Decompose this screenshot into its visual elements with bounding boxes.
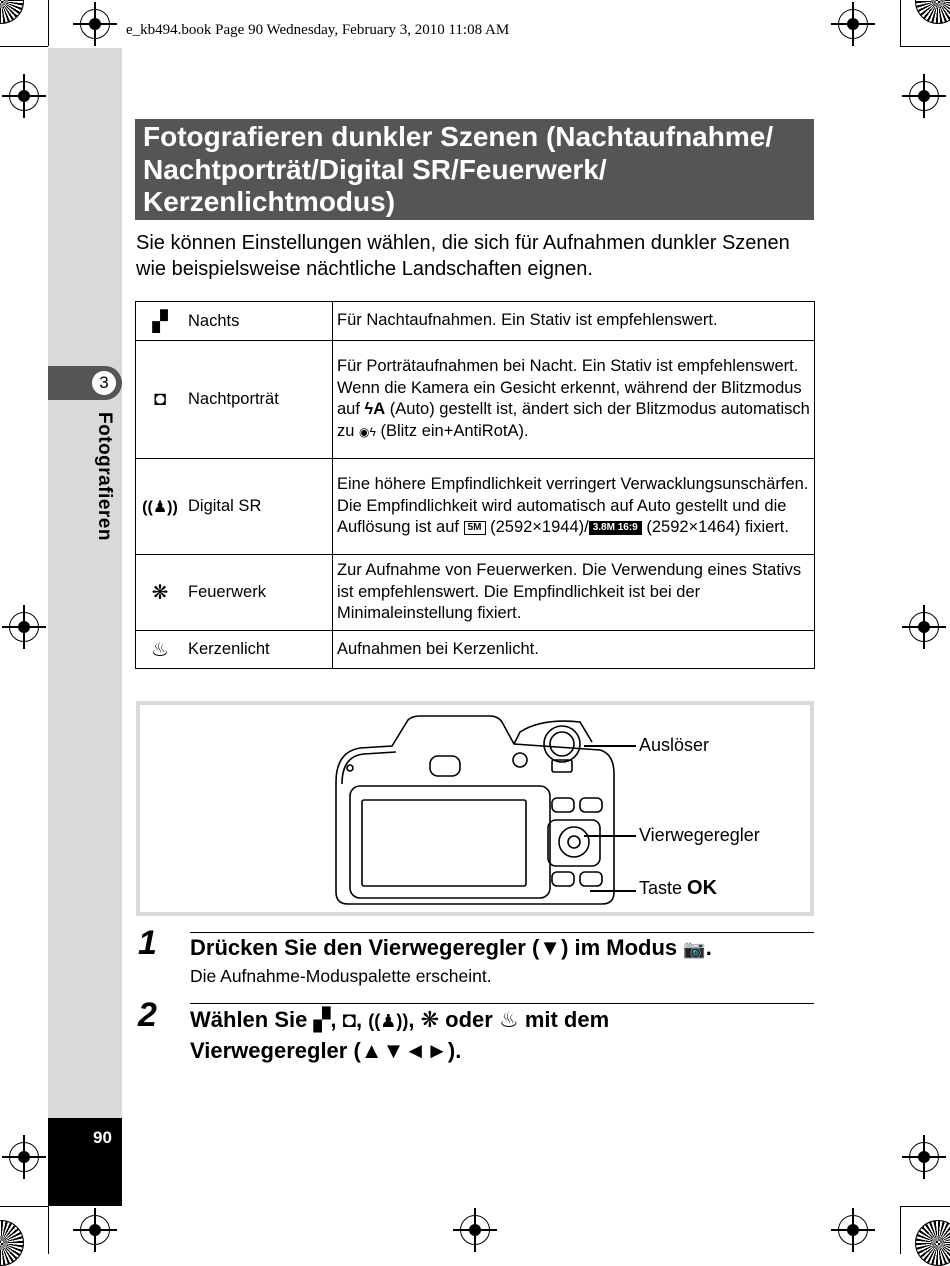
registration-mark-icon xyxy=(909,81,939,111)
step-instruction xyxy=(190,933,712,964)
registration-mark-icon xyxy=(909,612,939,642)
step-text: oder xyxy=(445,1007,493,1032)
chapter-number: 3 xyxy=(91,370,117,396)
star-target-icon xyxy=(915,1220,950,1266)
mode-description: Aufnahmen bei Kerzenlicht. xyxy=(333,631,815,669)
step-instruction xyxy=(190,1005,609,1065)
crop-mark xyxy=(900,46,950,47)
table-row xyxy=(136,302,815,341)
night-portrait-icon: ◘ xyxy=(342,1007,356,1032)
step-text: , xyxy=(355,1007,363,1032)
crop-mark xyxy=(900,1206,901,1254)
flash-auto-icon: ϟA xyxy=(364,400,386,418)
step-number: 2 xyxy=(138,996,157,1034)
callout-ok-button xyxy=(639,877,717,900)
registration-mark-icon xyxy=(460,1215,490,1245)
star-target-icon xyxy=(915,0,950,24)
registration-mark-icon xyxy=(838,1215,868,1245)
crop-mark xyxy=(48,1206,49,1254)
registration-mark-icon xyxy=(9,81,39,111)
registration-mark-icon xyxy=(9,1142,39,1172)
callout-four-way-controller: Vierwegeregler xyxy=(639,825,760,845)
mode-name: Digital SR xyxy=(188,497,262,515)
desc-text: Für Porträtaufnahmen bei Nacht. Ein Stativ ist empfehlenswert. xyxy=(337,357,799,375)
intro-text: Sie können Einstellungen wählen, die sich für Aufnahmen dunkler Szenen wie beispielsweise nächtliche Landschaften eignen. xyxy=(136,232,790,280)
desc-text: (2592×1464) fixiert. xyxy=(646,518,789,537)
camera-back-illustration xyxy=(330,712,620,908)
step-result: Die Aufnahme-Moduspalette erscheint. xyxy=(190,966,492,986)
fireworks-icon: ❋ xyxy=(420,1007,440,1032)
step-text: , xyxy=(408,1007,415,1032)
star-target-icon xyxy=(0,1220,24,1266)
candlelight-icon: ♨ xyxy=(498,1007,519,1032)
print-header: e_kb494.book Page 90 Wednesday, February 3, 2010 11:08 AM xyxy=(126,22,510,38)
mode-description xyxy=(333,341,815,459)
crop-mark xyxy=(0,1206,48,1207)
crop-mark xyxy=(900,0,901,46)
page-title: Fotografieren dunkler Szenen (Nachtaufnahme/ Nachtporträt/Digital SR/Feuerwerk/ Kerzenlichtmodus) xyxy=(135,119,814,220)
step-text: Vierwegeregler (▲▼◄►). xyxy=(190,1038,462,1063)
registration-mark-icon xyxy=(909,1142,939,1172)
night-scene-icon: ▞ xyxy=(152,310,168,333)
registration-mark-icon xyxy=(80,1215,110,1245)
desc-text: Eine höhere Empfindlichkeit verringert Verwacklungsunschärfen. Die Empfindlichkeit wird automatisch auf Auto gestellt und die Auflösung ist auf xyxy=(337,475,809,537)
step-text: Wählen Sie xyxy=(190,1007,308,1032)
fireworks-icon: ❋ xyxy=(151,582,169,604)
star-target-icon xyxy=(0,0,24,24)
step-divider xyxy=(190,1003,814,1004)
registration-mark-icon xyxy=(80,9,110,39)
mode-description: Für Nachtaufnahmen. Ein Stativ ist empfehlenswert. xyxy=(333,302,815,341)
candlelight-icon: ♨ xyxy=(151,639,169,661)
table-row xyxy=(136,459,815,555)
desc-text: (Blitz ein+AntiRotA). xyxy=(380,421,529,440)
callout-line xyxy=(590,890,636,892)
callout-line xyxy=(584,835,636,837)
modes-table xyxy=(135,301,815,669)
night-portrait-icon: ◘ xyxy=(153,388,167,410)
step-text: Drücken Sie den Vierwegeregler (▼) im Modus xyxy=(190,935,678,960)
step-text: mit dem xyxy=(524,1007,610,1032)
crop-mark xyxy=(48,0,49,46)
night-scene-icon: ▞ xyxy=(313,1007,331,1032)
callout-ok-key: OK xyxy=(687,877,718,899)
mode-name: Nachts xyxy=(188,311,240,330)
table-row xyxy=(136,341,815,459)
registration-mark-icon xyxy=(9,612,39,642)
step-text: , xyxy=(330,1007,337,1032)
desc-text: Wenn die Kamera ein Gesicht erkennt, während der Blitzmodus auf xyxy=(337,378,802,418)
table-row xyxy=(136,631,815,669)
mode-name: Nachtporträt xyxy=(188,390,279,408)
page-number: 90 xyxy=(93,1128,112,1147)
callout-shutter: Auslöser xyxy=(639,735,710,755)
desc-text: (Auto) gestellt ist, ändert sich der Blitzmodus automatisch zu xyxy=(337,400,810,440)
digital-sr-icon: ((♟)) xyxy=(142,498,178,516)
mode-description xyxy=(333,459,815,555)
callout-line xyxy=(584,745,636,747)
step-number: 1 xyxy=(138,924,157,962)
resolution-5m-icon: 5M xyxy=(464,521,486,535)
table-row xyxy=(136,555,815,631)
step-text: . xyxy=(705,935,712,960)
crop-mark xyxy=(0,46,48,47)
chapter-label: Fotografieren xyxy=(94,412,115,541)
digital-sr-icon: ((♟)) xyxy=(368,1011,409,1031)
camera-mode-icon: 📷 xyxy=(683,939,706,959)
mode-name: Kerzenlicht xyxy=(188,640,270,658)
mode-name: Feuerwerk xyxy=(188,583,266,601)
flash-redeye-icon: ◉ϟ xyxy=(359,424,376,439)
crop-mark xyxy=(900,1206,950,1207)
mode-description: Zur Aufnahme von Feuerwerken. Die Verwendung eines Stativs ist empfehlenswert. Die Empfindlichkeit ist bei der Minimaleinstellung fixiert. xyxy=(333,555,815,631)
registration-mark-icon xyxy=(838,9,868,39)
chapter-sidebar xyxy=(48,48,122,1206)
desc-text: (2592×1944)/ xyxy=(490,518,589,537)
callout-ok-prefix: Taste xyxy=(639,878,683,898)
resolution-3-8m-icon: 3.8M 16:9 xyxy=(589,521,642,535)
